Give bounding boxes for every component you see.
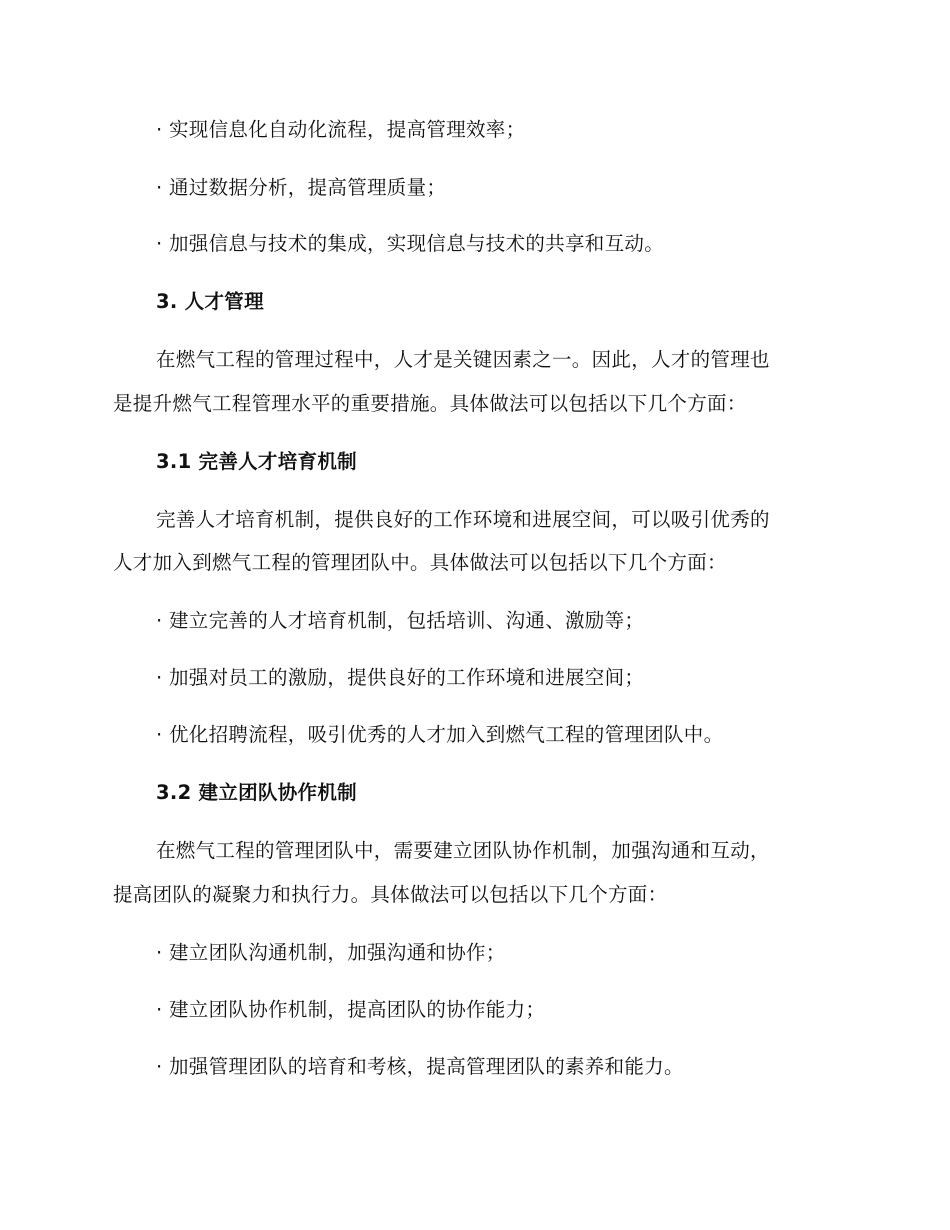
bullet-item: · 通过数据分析，提高管理质量；	[156, 176, 447, 199]
bullet-item: · 加强对员工的激励，提供良好的工作环境和进展空间；	[156, 666, 645, 689]
paragraph-line: 人才加入到燃气工程的管理团队中。具体做法可以包括以下几个方面：	[113, 551, 727, 574]
subsection-heading: 3.2 建立团队协作机制	[156, 781, 357, 804]
paragraph-line: 完善人才培育机制，提供良好的工作环境和进展空间，可以吸引优秀的	[156, 508, 770, 531]
bullet-item: · 实现信息化自动化流程，提高管理效率；	[156, 118, 526, 141]
bullet-item: · 建立团队协作机制，提高团队的协作能力；	[156, 998, 546, 1021]
paragraph-line: 提高团队的凝聚力和执行力。具体做法可以包括以下几个方面：	[113, 883, 668, 906]
section-heading: 3. 人才管理	[156, 290, 264, 313]
paragraph-line: 是提升燃气工程管理水平的重要措施。具体做法可以包括以下几个方面：	[113, 392, 747, 415]
bullet-item: · 加强管理团队的培育和考核，提高管理团队的素养和能力。	[156, 1055, 684, 1078]
subsection-heading: 3.1 完善人才培育机制	[156, 450, 357, 473]
paragraph-line: 在燃气工程的管理团队中，需要建立团队协作机制，加强沟通和互动，	[156, 839, 770, 862]
bullet-item: · 优化招聘流程，吸引优秀的人才加入到燃气工程的管理团队中。	[156, 723, 724, 746]
bullet-item: · 建立完善的人才培育机制，包括培训、沟通、激励等；	[156, 609, 645, 632]
bullet-item: · 加强信息与技术的集成，实现信息与技术的共享和互动。	[156, 232, 664, 255]
bullet-item: · 建立团队沟通机制，加强沟通和协作；	[156, 941, 506, 964]
paragraph-line: 在燃气工程的管理过程中，人才是关键因素之一。因此，人才的管理也	[156, 348, 770, 371]
